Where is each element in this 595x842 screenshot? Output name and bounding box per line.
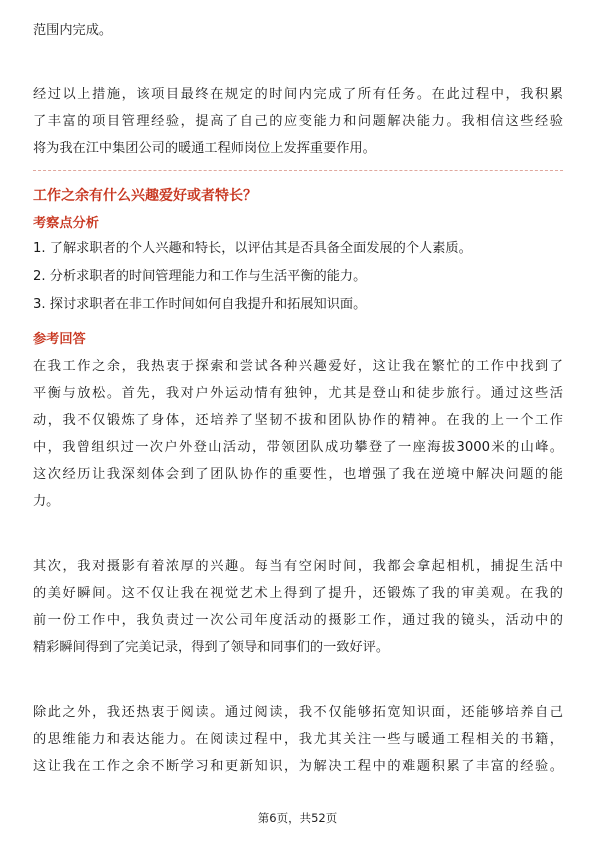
answer-line: 动，我不仅锻炼了身体，还培养了坚韧不拔和团队协作的精神。在我的上一个工作 [33, 413, 563, 428]
analysis-item: 1. 了解求职者的个人兴趣和特长，以评估其是否具备全面发展的个人素质。 [33, 241, 472, 256]
answer-line: 精彩瞬间得到了完美记录，得到了领导和同事们的一致好评。 [33, 640, 390, 655]
summary-line: 了丰富的项目管理经验，提高了自己的应变能力和问题解决能力。我相信这些经验 [33, 114, 563, 129]
answer-line: 前一份工作中，我负责过一次公司年度活动的摄影工作，通过我的镜头，活动中的 [33, 613, 563, 628]
answer-line: 力。 [33, 494, 60, 509]
answer-line: 平衡与放松。首先，我对户外运动情有独钟，尤其是登山和徒步旅行。通过这些活 [33, 386, 563, 401]
answer-line: 的思维能力和表达能力。在阅读过程中，我尤其关注一些与暖通工程相关的书籍， [33, 732, 563, 747]
answer-line: 在我工作之余，我热衷于探索和尝试各种兴趣爱好，这让我在繁忙的工作中找到了 [33, 359, 563, 374]
answer-heading: 参考回答 [33, 332, 86, 347]
summary-line: 将为我在江中集团公司的暖通工程师岗位上发挥重要作用。 [33, 141, 376, 156]
summary-line: 经过以上措施，该项目最终在规定的时间内完成了所有任务。在此过程中，我积累 [33, 87, 563, 102]
answer-line: 其次，我对摄影有着浓厚的兴趣。每当有空闲时间，我都会拿起相机，捕捉生活中 [33, 559, 563, 574]
answer-line: 的美好瞬间。这不仅让我在视觉艺术上得到了提升，还锻炼了我的审美观。在我的 [33, 586, 563, 601]
section-divider [33, 170, 563, 171]
analysis-heading: 考察点分析 [33, 216, 99, 231]
page-number-footer: 第6页，共52页 [257, 811, 338, 825]
answer-line: 这次经历让我深刻体会到了团队协作的重要性，也增强了我在逆境中解决问题的能 [33, 467, 563, 482]
intro-tail-text: 范围内完成。 [33, 23, 113, 38]
answer-line: 中，我曾组织过一次户外登山活动，带领团队成功攀登了一座海拔3000米的山峰。 [33, 440, 563, 455]
answer-line: 这让我在工作之余不断学习和更新知识，为解决工程中的难题积累了丰富的经验。 [33, 759, 563, 774]
answer-line: 除此之外，我还热衷于阅读。通过阅读，我不仅能够拓宽知识面，还能够培养自己 [33, 705, 563, 720]
analysis-item: 2. 分析求职者的时间管理能力和工作与生活平衡的能力。 [33, 269, 367, 284]
question-heading: 工作之余有什么兴趣爱好或者特长？ [33, 188, 257, 204]
analysis-item: 3. 探讨求职者在非工作时间如何自我提升和拓展知识面。 [33, 297, 367, 312]
